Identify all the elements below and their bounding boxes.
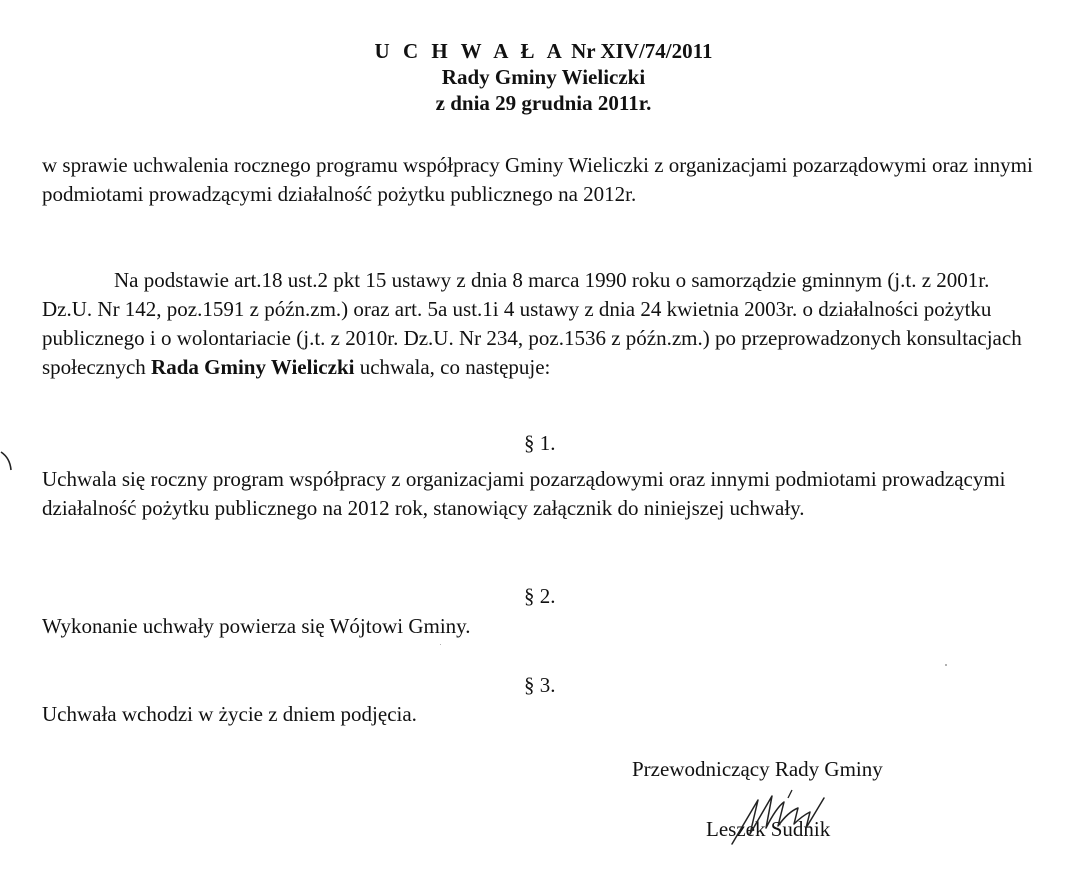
margin-mark-icon	[0, 448, 14, 472]
legal-basis-text: Na podstawie art.18 ust.2 pkt 15 ustawy z dnia 8 marca 1990 roku o samorządzie gminnym (j.t. z 2001r. Dz.U. Nr 142, poz.1591 z późn.zm.) oraz art. 5a ust.1i 4 ustawy z dnia 24 kwietnia 2003r. o działalności pożytku publicznego i o wolontariacie (j.t. z 2010r. Dz.U. Nr 234, poz.1536 z późn.zm.) po przeprowadzonych konsultacjach społecznych	[42, 268, 1022, 379]
paragraph-2-text: Wykonanie uchwały powierza się Wójtowi Gminy.	[42, 614, 471, 638]
legal-basis-council: Rada Gminy Wieliczki	[151, 355, 355, 379]
resolution-number: Nr XIV/74/2011	[571, 39, 713, 63]
paragraph-1-text: Uchwala się roczny program współpracy z organizacjami pozarządowymi oraz innymi podmiotami prowadzącymi działalność pożytku publicznego na 2012 rok, stanowiący załącznik do niniejszej uchwały.	[42, 467, 1006, 520]
handwritten-signature-icon	[728, 778, 848, 848]
legal-basis-ending: uchwala, co następuje:	[354, 355, 551, 379]
resolution-subject: w sprawie uchwalenia rocznego programu współpracy Gminy Wieliczki z organizacjami pozarządowymi oraz innymi podmiotami prowadzącymi działalność pożytku publicznego na 2012r.	[42, 153, 1033, 206]
signature-name: Leszek Sudnik	[706, 817, 831, 841]
signature-title: Przewodniczący Rady Gminy	[632, 757, 883, 781]
paragraph-3-text: Uchwała wchodzi w życie z dniem podjęcia.	[42, 702, 417, 726]
paragraph-2-mark: § 2.	[524, 584, 556, 608]
paragraph-1-mark: § 1.	[524, 431, 556, 455]
scan-speck	[440, 644, 441, 645]
resolution-title-prefix: U C H W A Ł A	[374, 39, 566, 63]
resolution-header	[0, 38, 1087, 116]
resolution-title	[0, 38, 1087, 64]
paragraph-3-mark: § 3.	[524, 673, 556, 697]
resolution-date: z dnia 29 grudnia 2011r.	[435, 91, 652, 115]
scan-speck	[945, 664, 947, 666]
council-name: Rady Gminy Wieliczki	[441, 65, 646, 89]
legal-basis	[42, 266, 1042, 382]
